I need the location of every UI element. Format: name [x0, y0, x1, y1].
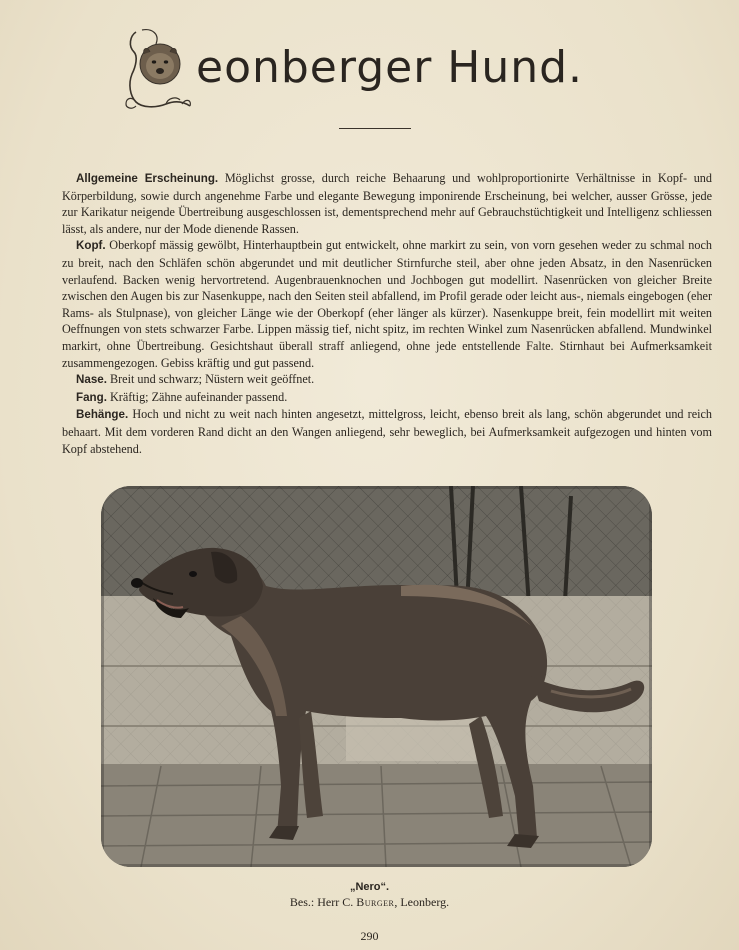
section-nose	[62, 371, 712, 389]
dog-photograph	[101, 486, 652, 867]
photo-caption-title: „Nero“.	[349, 881, 390, 893]
section-ears	[62, 406, 712, 457]
section-body: Oberkopf mässig gewölbt, Hinterhauptbein gut entwickelt, ohne markirt zu sein, von vorn gesehen weder zu schmal noch zu breit, nach den Schläfen schön abgerundet und mit deutlicher Stirnfurche steil, aber ohne jeden Absatz, in den Nasenrücken verlaufend. Backen wenig hervortretend. Augenbrauenknochen und Jochbogen gut modellirt. Nasenrücken von gleicher Breite zwischen den Augen bis zur Nasenkuppe, nach den Seiten steil abfallend, im Profil gerade oder leicht aus-, niemals eingebogen (eher Rams- als Stulpnase), von gleicher Länge wie der Oberkopf (eher länger als kürzer). Nasenkuppe breit, fein modellirt mit weiten Oeffnungen von stets schwarzer Farbe. Lippen mässig tief, nicht spitz, im rechten Winkel zum Nasenrücken abfallend. Mundwinkel markirt, ohne Übertreibung. Gesichtshaut überall straff anliegend, ohne jede entstellende Falte. Stirnhaut bei Aufmerksamkeit zusammengezogen. Gebiss kräftig und gut passend.	[62, 238, 712, 370]
page-title	[122, 22, 642, 112]
section-muzzle	[62, 389, 712, 407]
breed-standard-text	[62, 170, 712, 457]
section-body: Möglichst grosse, durch reiche Behaarung und wohlproportionirte Verhältnisse in Kopf- und Körperbildung, sowie durch angenehme Farbe und elegante Bewegung imponirende Erscheinung, bei welcher, ausser Grösse, jede zur Karikatur neigende Übertreibung ausgeschlossen ist, dementsprechend mehr auf Gebrauchstüchtigkeit und Intelligenz schliessen lässt, als andere, nur der Mode dienende Rassen.	[62, 171, 712, 236]
page-number: 290	[360, 929, 379, 943]
owner-suffix: , Leonberg.	[394, 895, 450, 909]
title-text: eonberger Hund.	[196, 42, 584, 93]
section-body: Kräftig; Zähne aufeinander passend.	[109, 389, 288, 404]
owner-prefix: Bes.: Herr C.	[289, 895, 354, 909]
section-heading: Kopf.	[76, 239, 106, 253]
section-heading: Allgemeine Erscheinung.	[76, 172, 219, 185]
photo-caption-owner	[0, 895, 739, 910]
section-body: Breit und schwarz; Nüstern weit geöffnet.	[109, 372, 315, 387]
section-heading: Fang.	[76, 390, 107, 404]
section-body: Hoch und nicht zu weit nach hinten angesetzt, mittelgross, leicht, ebenso breit als lang, schön abgerundet und reich behaart. Mit dem vorderen Rand dicht an den Wangen anliegend, sehr beweglich, bei Aufmerksamkeit aufgezogen und hinten vom Kopf abstehend.	[62, 407, 712, 456]
divider	[339, 128, 411, 129]
dog-photo-illustration	[101, 486, 652, 867]
section-heading: Nase.	[76, 373, 107, 387]
section-general	[62, 170, 712, 237]
owner-name: Burger	[356, 895, 395, 909]
ornamental-initial-l	[122, 26, 194, 110]
section-heading: Behänge.	[76, 408, 129, 422]
section-head	[62, 237, 712, 371]
